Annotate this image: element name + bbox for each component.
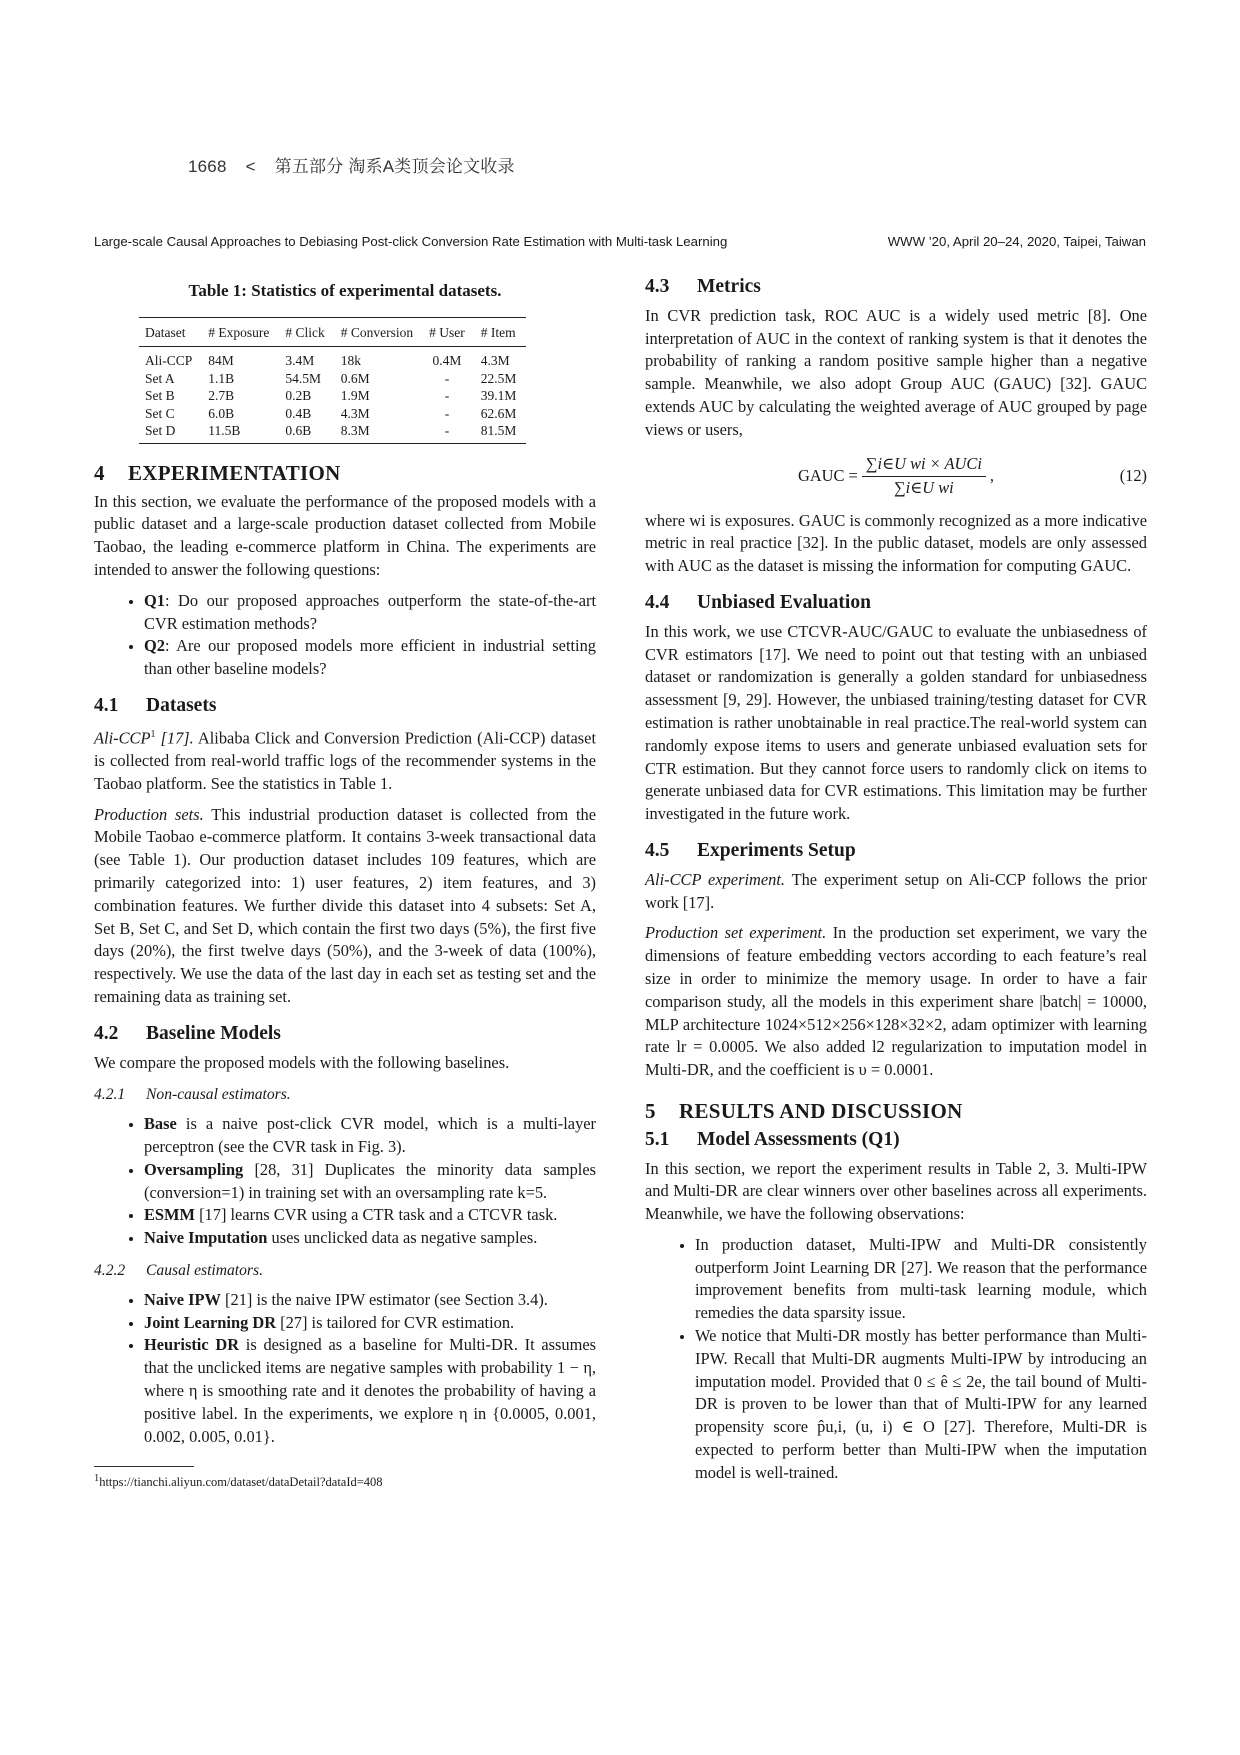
observation-list <box>645 1234 1147 1485</box>
equation-denominator: ∑i∈U wi <box>893 478 954 498</box>
table-cell: - <box>444 405 450 421</box>
statistics-table <box>139 317 526 444</box>
list-item <box>144 590 596 636</box>
footnote-ref: 1 <box>150 728 156 740</box>
subsection-heading-4-1 <box>94 695 596 718</box>
table-row <box>139 405 526 423</box>
subsubsection-heading <box>94 1260 596 1283</box>
equation-numerator: ∑i∈U wi × AUCi <box>862 453 986 477</box>
method-description: uses unclicked data as negative samples. <box>267 1228 538 1248</box>
footnote <box>94 1471 596 1490</box>
table-row <box>139 422 526 443</box>
table-cell: 3.4M <box>285 353 315 369</box>
method-description: [28, 31] Duplicates the minority data samples (conversion=1) in training set with an oversampling rate k=5. <box>144 1159 596 1202</box>
footnote-url[interactable]: https://tianchi.aliyun.com/dataset/dataDetail?dataId=408 <box>99 1475 383 1490</box>
equation-tail: , <box>989 466 994 486</box>
subsection-title: Metrics <box>697 276 761 297</box>
method-description: is a naive post-click CVR model, which is a multi-layer perceptron (see the CVR task in Fig. 3). <box>144 1114 596 1156</box>
list-item <box>144 1289 596 1312</box>
subsection-title: Model Assessments (Q1) <box>697 1128 900 1150</box>
table-cell: 81.5M <box>475 422 527 443</box>
table-header-cell: # Click <box>279 317 334 347</box>
equation-fraction <box>862 453 986 500</box>
paragraph-lead: Ali-CCP experiment. <box>645 869 785 889</box>
method-name: Naive IPW <box>144 1289 221 1309</box>
list-item <box>144 1159 596 1205</box>
method-name: Heuristic DR <box>144 1335 240 1355</box>
method-name: Naive Imputation <box>144 1228 268 1248</box>
subsection-number: 4.1 <box>94 694 119 716</box>
table-cell: 4.3M <box>480 353 510 369</box>
subsubsection-number: 4.2.2 <box>94 1261 126 1279</box>
equation-number: (12) <box>1119 466 1147 486</box>
section-heading-5 <box>645 1100 1147 1123</box>
subsection-heading-4-3 <box>645 276 1147 299</box>
table-cell: - <box>423 422 475 443</box>
table-cell: Ali-CCP <box>145 353 193 369</box>
subsection-heading-4-2 <box>94 1023 596 1046</box>
subsection-heading-4-4 <box>645 592 1147 615</box>
table-cell: 1.1B <box>208 370 235 386</box>
table-cell: Set C <box>145 405 175 421</box>
footnote-mark: 1 <box>94 1473 100 1485</box>
paragraph: where wi is exposures. GAUC is commonly recognized as a more indicative metric in real practice [32]. In the public dataset, models are only assessed with AUC as the dataset is missing the information for computing GAUC. <box>645 510 1147 576</box>
paragraph: In this work, we use CTCVR-AUC/GAUC to evaluate the unbiasedness of CVR estimators [17]. We need to point out that testing with an unbiased dataset or randomization is generally a golden standard for unbiasedness assessment [9, 29]. However, the unbiased training/testing dataset for CVR estimation is rather unobtainable in real practice.The real-world system can randomly expose items to users and generate unbiased evaluation sets for CTR estimation. But they cannot force users to randomly click on items to generate unbiased data for CVR estimations. This limitation may be further investigated in the future work. <box>645 621 1147 824</box>
left-column <box>94 276 596 1491</box>
paragraph-text: Alibaba Click and Conversion Prediction (Ali-CCP) dataset is collected from real-world traffic logs of the recommender systems in the Taobao platform. See the statistics in Table 1. <box>94 728 597 793</box>
table-header-cell: # Conversion <box>335 317 423 347</box>
subsection-heading-5-1 <box>645 1129 1147 1152</box>
table-row <box>139 347 526 370</box>
list-item <box>144 1334 596 1448</box>
list-item <box>144 1113 596 1159</box>
book-header-separator: < <box>245 157 256 176</box>
subsection-title: Baseline Models <box>146 1022 281 1044</box>
table-cell: Set D <box>139 422 202 443</box>
table-caption: Table 1: Statistics of experimental datasets. <box>188 281 502 300</box>
subsection-number: 4.5 <box>645 839 670 861</box>
paragraph: In this section, we evaluate the performance of the proposed models with a public dataset and a large-scale production dataset collected from Mobile Taobao, the leading e-commerce platform in China. The experiments are intended to answer the following questions: <box>94 491 596 579</box>
method-name: Base <box>144 1114 177 1134</box>
paragraph-text: This industrial production dataset is collected from the Mobile Taobao e-commerce platform. It contains 3-week transactional data (see Table 1). Our production dataset includes 109 features, which are primarily categorized into: 1) user features, 2) item features, and 3) combination features. We further divide this dataset into 4 subsets: Set A, Set B, Set C, and Set D, which contain the first two days (5%), the first five days (20%), the first twelve days (50%), and the 3-week of data (100%), respectively. We use the data of the last day in each set as testing set and the remaining data as training set. <box>94 804 596 1006</box>
paragraph-text: In the production set experiment, we vary the dimensions of feature embedding vectors according to each feature’s real size in order to minimize the memory usage. In order to have a fair comparison study, all the models in this experiment share |batch| = 10000, MLP architecture 1024×512×256×128×32×2, adam optimizer with learning rate lr = 0.0005. We also added l2 regularization to imputation model in Multi-DR, and the coefficient is υ = 0.0001. <box>645 923 1147 1080</box>
method-description: [17] learns CVR using a CTR task and a CTCVR task. <box>195 1205 558 1225</box>
subsubsection-heading <box>94 1084 596 1107</box>
paragraph-lead: Production set experiment. <box>645 923 827 943</box>
method-description: is designed as a baseline for Multi-DR. It assumes that the unclicked items are negative samples with probability 1 − η, where η is smoothing rate and it denotes the probability of having a positive label. In the experiments, we explore η in {0.0005, 0.001, 0.002, 0.005, 0.01}. <box>144 1335 596 1446</box>
paragraph <box>645 922 1147 1082</box>
question-list <box>94 590 596 681</box>
list-item <box>144 1312 596 1335</box>
table-cell: - <box>444 370 450 386</box>
table-cell: 0.2B <box>285 388 312 404</box>
table-header-cell: # Exposure <box>202 317 279 347</box>
table-header-row <box>139 317 526 347</box>
method-name: ESMM <box>144 1205 195 1225</box>
paragraph: In this section, we report the experiment results in Table 2, 3. Multi-IPW and Multi-DR are clear winners over other baselines across all experiments. Meanwhile, we have the following observations: <box>645 1158 1147 1224</box>
table-header-cell: Dataset <box>139 317 202 347</box>
noncausal-list <box>94 1113 596 1250</box>
paragraph-text: The experiment setup on Ali-CCP follows the prior work [17]. <box>645 869 1148 912</box>
book-page-number: 1668 <box>188 157 227 176</box>
paragraph <box>645 869 1147 915</box>
table-cell: 8.3M <box>335 422 423 443</box>
table-cell: 39.1M <box>480 388 517 404</box>
subsection-title: Unbiased Evaluation <box>697 591 871 613</box>
subsection-heading-4-5 <box>645 840 1147 863</box>
list-item: • We notice that Multi-DR mostly has better performance than Multi-IPW. Recall that Multi-DR augments Multi-IPW by introducing an imputation model. Provided that 0 ≤ ê ≤ 2e, the tail bound of Multi-DR is proven to be lower than that of Multi-IPW for any learned propensity score p̂u,i, (u, i) ∈ O [27]. Therefore, Multi-DR is expected to perform better than Multi-IPW when the imputation model is well-trained. <box>695 1325 1147 1485</box>
question-text: : Are our proposed models more efficient in industrial setting than other baseline models? <box>144 636 596 679</box>
question-text: : Do our proposed approaches outperform the state-of-the-art CVR estimation methods? <box>144 590 596 633</box>
subsection-number: 4.3 <box>645 276 670 297</box>
paragraph <box>94 804 596 1009</box>
paragraph: We compare the proposed models with the following baselines. <box>94 1052 510 1072</box>
method-description: [21] is the naive IPW estimator (see Section 3.4). <box>220 1289 548 1309</box>
table-row <box>139 370 526 388</box>
section-title: RESULTS AND DISCUSSION <box>679 1098 963 1123</box>
subsection-number: 4.4 <box>645 591 670 613</box>
citation: [17]. <box>155 728 194 748</box>
paragraph: In CVR prediction task, ROC AUC is a widely used metric [8]. One interpretation of AUC in the context of ranking system is that it denotes the probability of ranking a random positive sample higher than a negative sample. Meanwhile, we also adopt Group AUC (GAUC) [32]. GAUC extends AUC by calculating the weighted average of AUC grouped by page views or users, <box>645 305 1147 439</box>
subsection-title: Datasets <box>146 694 217 716</box>
section-title: EXPERIMENTATION <box>128 460 341 485</box>
table-cell: 18k <box>340 353 362 369</box>
table-cell: 2.7B <box>208 388 235 404</box>
running-header-venue: WWW ’20, April 20–24, 2020, Taipei, Taiwan <box>887 234 1146 249</box>
subsubsection-title: Non-causal estimators. <box>146 1086 291 1104</box>
equation-lhs: GAUC = <box>798 466 858 486</box>
question-label: Q1 <box>144 590 165 610</box>
subsubsection-title: Causal estimators. <box>146 1261 263 1279</box>
table-cell: 0.6B <box>279 422 334 443</box>
list-item <box>144 635 596 681</box>
table-row <box>139 387 526 405</box>
list-item <box>144 1204 596 1227</box>
table-header-cell: # User <box>423 317 475 347</box>
method-description: [27] is tailored for CVR estimation. <box>276 1312 515 1332</box>
table-cell: 84M <box>208 353 234 369</box>
gauc-equation <box>645 450 1147 504</box>
book-header <box>188 152 529 177</box>
table-cell: 22.5M <box>480 370 517 386</box>
paragraph-lead: Ali-CCP <box>94 728 151 748</box>
list-item: • In production dataset, Multi-IPW and Multi-DR consistently outperform Joint Learning DR [27]. We reason that the performance improvement benefits from multi-task learning module, which remedies the data sparsity issue. <box>695 1234 1147 1325</box>
subsubsection-number: 4.2.1 <box>94 1086 126 1104</box>
table-cell: Set A <box>145 370 175 386</box>
table-cell: - <box>444 388 450 404</box>
subsection-number: 5.1 <box>645 1128 670 1150</box>
list-item <box>144 1227 596 1250</box>
right-column <box>645 276 1147 1493</box>
table-cell: 54.5M <box>285 370 322 386</box>
table-cell: 0.6M <box>340 370 370 386</box>
book-section-title: 第五部分 淘系A类顶会论文收录 <box>274 157 515 176</box>
table-cell: Set B <box>145 388 175 404</box>
section-number: 5 <box>645 1098 656 1123</box>
table-header-cell: # Item <box>475 317 527 347</box>
table-cell: 4.3M <box>340 405 370 421</box>
table-cell: 0.4B <box>285 405 312 421</box>
section-heading-4 <box>94 462 596 485</box>
section-number: 4 <box>94 460 105 485</box>
table-cell: 11.5B <box>202 422 279 443</box>
table-cell: 1.9M <box>340 388 370 404</box>
table-cell: 0.4M <box>432 353 462 369</box>
subsection-number: 4.2 <box>94 1022 119 1044</box>
subsection-title: Experiments Setup <box>697 839 856 861</box>
running-header-title: Large-scale Causal Approaches to Debiasing Post-click Conversion Rate Estimation with Multi-task Learning <box>94 234 728 249</box>
method-name: Oversampling <box>144 1159 244 1179</box>
table-cell: 6.0B <box>208 405 235 421</box>
method-name: Joint Learning DR <box>144 1312 277 1332</box>
footnote-rule <box>94 1466 194 1467</box>
paragraph-lead: Production sets. <box>94 804 204 824</box>
question-label: Q2 <box>144 636 165 656</box>
table-cell: 62.6M <box>480 405 517 421</box>
paragraph <box>94 724 596 796</box>
causal-list <box>94 1289 596 1449</box>
